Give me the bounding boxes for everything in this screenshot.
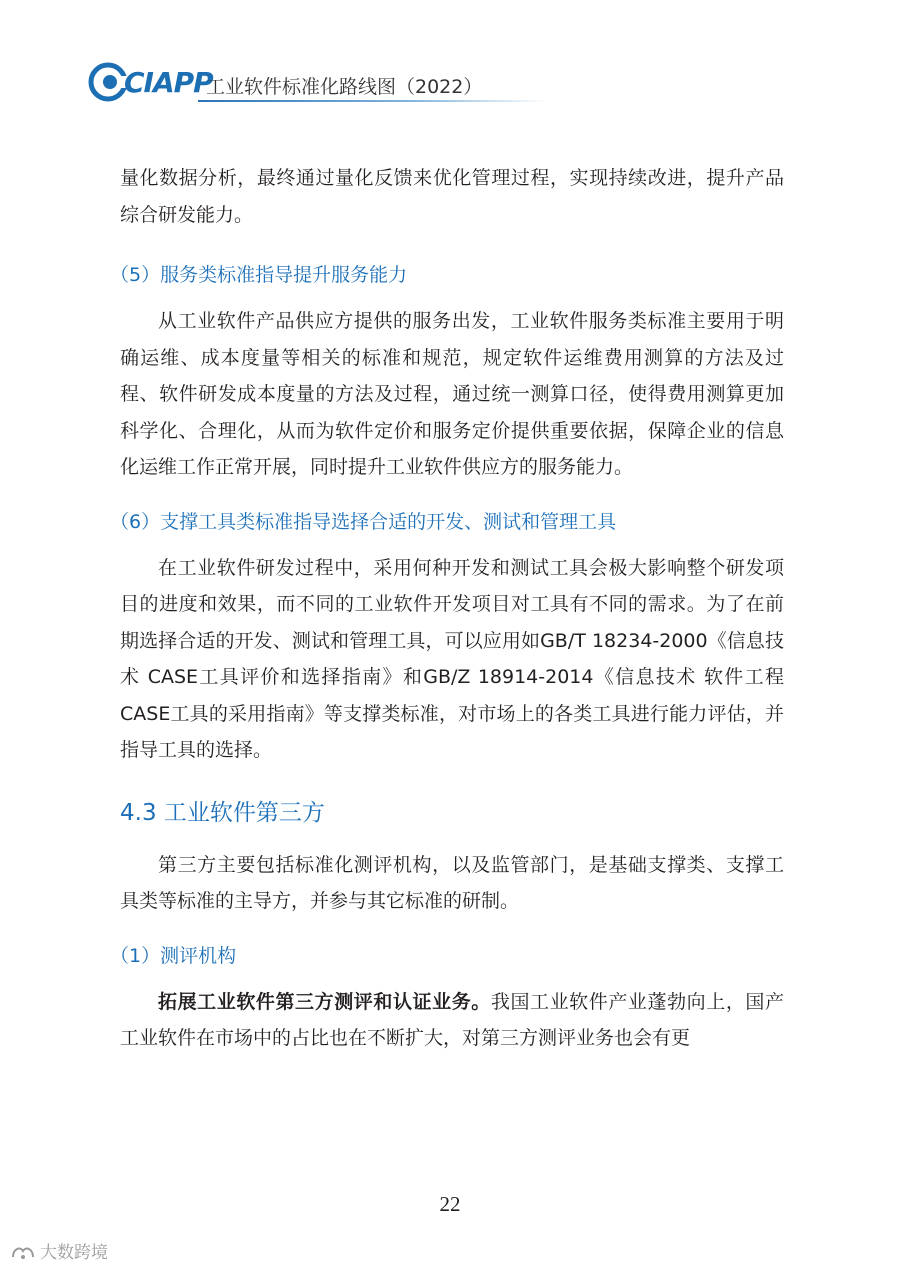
subheading-service-standards: （5）服务类标准指导提升服务能力: [110, 264, 408, 286]
ciapp-logo: [88, 62, 213, 102]
paragraph-continued: 量化数据分析，最终通过量化反馈来优化管理过程，实现持续改进，提升产品综合研发能力。: [120, 167, 784, 226]
section-heading-third-party: 4.3 工业软件第三方: [120, 799, 325, 826]
subheading-tool-standards: （6）支撑工具类标准指导选择合适的开发、测试和管理工具: [110, 510, 617, 533]
paragraph-rest: 我国工业软件产业蓬勃向上，国产工业软件在市场中的占比也在不断扩大，对第三方测评业务也会有更: [120, 990, 784, 1049]
page-header: [88, 60, 548, 110]
page-number: 22: [439, 1192, 461, 1216]
paragraph-service-standards: 从工业软件产品供应方提供的服务出发，工业软件服务类标准主要用于明确运维、成本度量等相关的标准和规范，规定软件运维费用测算的方法及过程、软件研发成本度量的方法及过程，通过统一测算口径，使得费用测算更加科学化、合理化，从而为软件定价和服务定价提供重要依据，保障企业的信息化运维工作正常开展，同时提升工业软件供应方的服务能力。: [120, 310, 784, 478]
subheading-testing-institutions: （1）测评机构: [110, 944, 237, 967]
paragraph-testing-institutions: [120, 984, 784, 1057]
watermark-logo-icon: [10, 1243, 36, 1263]
document-title: 工业软件标准化路线图（2022）: [206, 76, 483, 98]
logo-text: CIAPP: [124, 66, 213, 99]
page-content: [110, 160, 784, 1057]
paragraph-lead-bold: 拓展工业软件第三方测评和认证业务。: [158, 990, 491, 1013]
gear-logo-icon: [88, 62, 128, 102]
header-divider: [198, 100, 548, 102]
watermark: [10, 1238, 108, 1263]
watermark-text: 大数跨境: [40, 1243, 108, 1263]
paragraph-tool-standards: 在工业软件研发过程中，采用何种开发和测试工具会极大影响整个研发项目的进度和效果，而不同的工业软件开发项目对工具有不同的需求。为了在前期选择合适的开发、测试和管理工具，可以应用如GB/T 18234-2000《信息技术 CASE工具评价和选择指南》和GB/Z 18914-2014《信息技术 软件工程 CASE工具的采用指南》等支撑类标准，对市场上的各类工具进行能力评估，并指导工具的选择。: [120, 556, 784, 761]
paragraph-third-party: 第三方主要包括标准化测评机构，以及监管部门，是基础支撑类、支撑工具类等标准的主导方，并参与其它标准的研制。: [120, 853, 784, 912]
